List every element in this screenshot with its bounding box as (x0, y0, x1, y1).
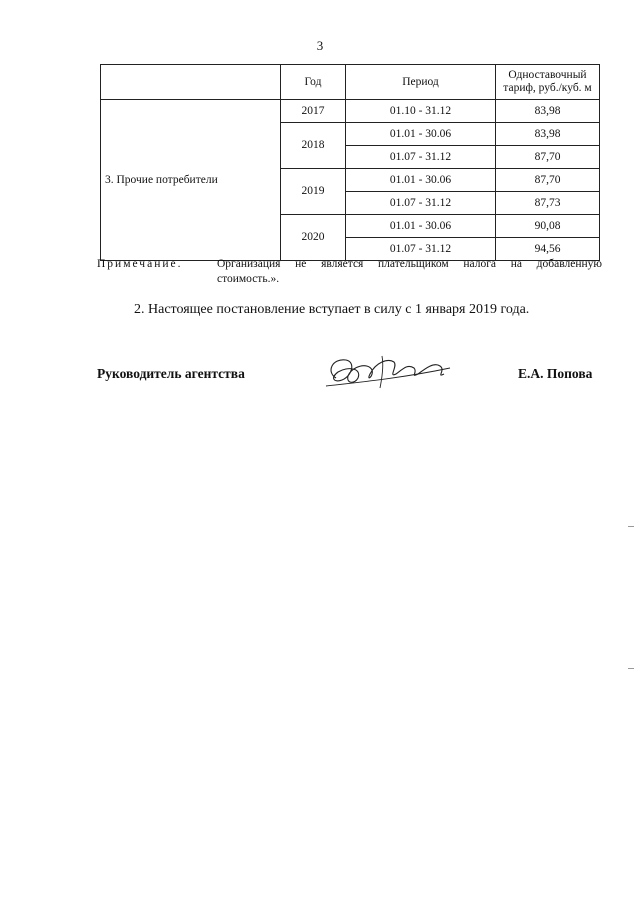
tariff-table (100, 64, 600, 261)
period-cell: 01.07 - 31.12 (346, 146, 496, 169)
consumer-category: 3. Прочие потребители (101, 100, 281, 261)
table-row (101, 100, 600, 123)
tariff-cell: 83,98 (496, 100, 600, 123)
table-header-row (101, 65, 600, 100)
handwritten-signature (322, 348, 462, 396)
tariff-cell: 87,70 (496, 146, 600, 169)
tariff-cell: 90,08 (496, 215, 600, 238)
tariff-cell: 87,73 (496, 192, 600, 215)
note-text-line2: стоимость.». (217, 273, 280, 285)
scan-edge-mark (628, 668, 634, 669)
period-cell: 01.07 - 31.12 (346, 238, 496, 261)
tariff-cell: 87,70 (496, 169, 600, 192)
tariff-cell: 94,56 (496, 238, 600, 261)
header-year: Год (281, 65, 346, 100)
note-text-line1: Организация не является плательщиком налога на добавленную (217, 258, 602, 270)
header-tariff (496, 65, 600, 100)
period-cell: 01.10 - 31.12 (346, 100, 496, 123)
scan-edge-mark (628, 526, 634, 527)
period-cell: 01.01 - 30.06 (346, 215, 496, 238)
header-blank-cell (101, 65, 281, 100)
decree-clause: 2. Настоящее постановление вступает в силу с 1 января 2019 года. (134, 302, 530, 317)
header-period: Период (346, 65, 496, 100)
header-tariff-line1: Одноставочный (508, 69, 587, 81)
year-cell: 2018 (281, 123, 346, 169)
year-cell: 2019 (281, 169, 346, 215)
signatory-title: Руководитель агентства (97, 366, 245, 381)
note (97, 257, 602, 285)
period-cell: 01.01 - 30.06 (346, 169, 496, 192)
year-cell: 2020 (281, 215, 346, 261)
tariff-cell: 83,98 (496, 123, 600, 146)
page-number: 3 (316, 38, 324, 53)
year-cell: 2017 (281, 100, 346, 123)
header-tariff-line2: тариф, руб./куб. м (503, 82, 592, 94)
signatory-name: Е.А. Попова (518, 366, 593, 381)
period-cell: 01.07 - 31.12 (346, 192, 496, 215)
note-label: Примечание. (97, 258, 183, 270)
period-cell: 01.01 - 30.06 (346, 123, 496, 146)
